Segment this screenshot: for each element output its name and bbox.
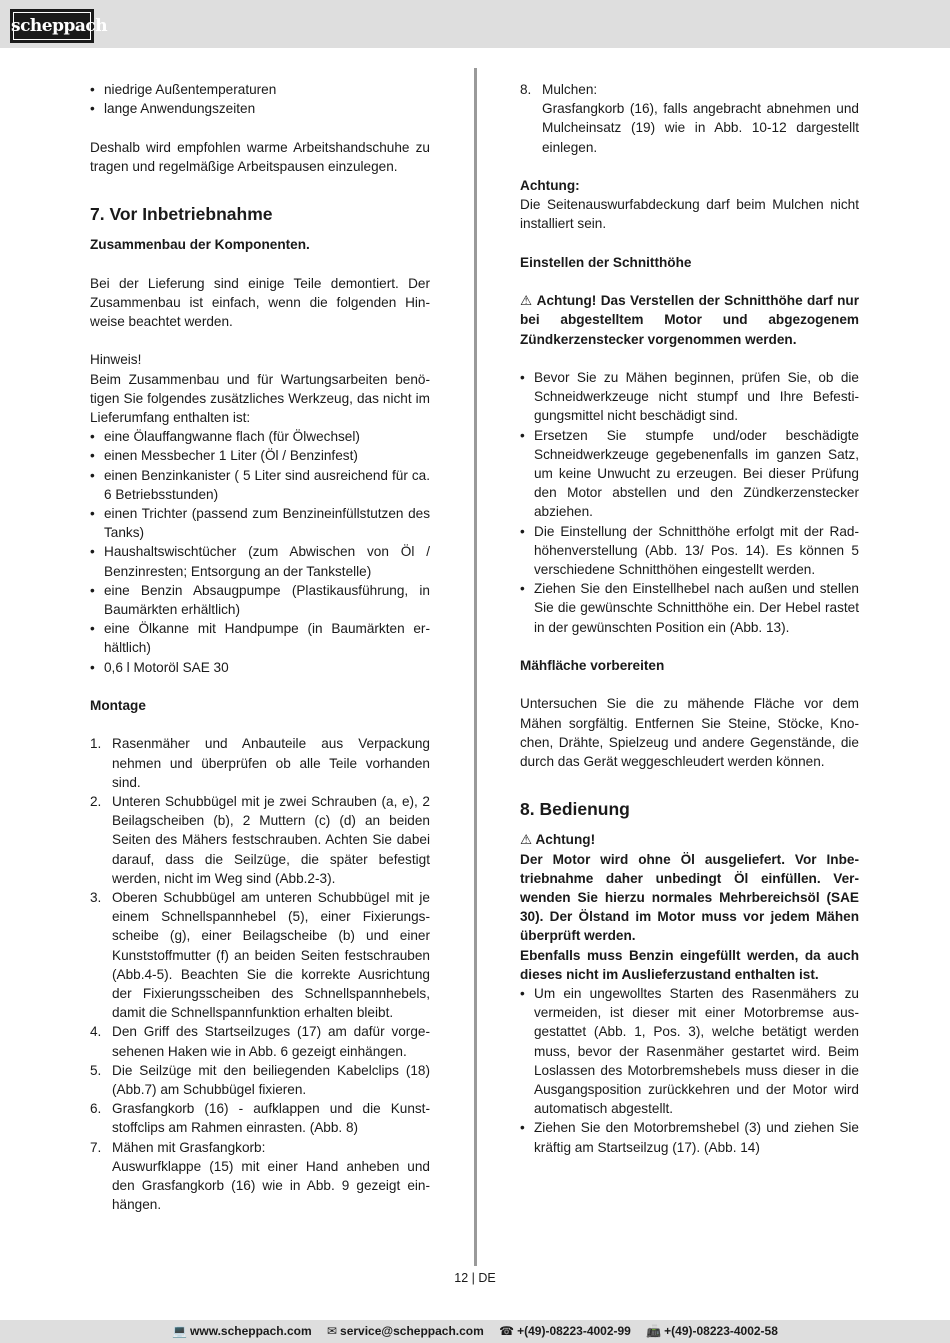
montage-steps (90, 734, 430, 1214)
note-label: Hinweis! (90, 352, 142, 368)
list-item: • Die Einstellung der Schnitthöhe erfolgt mit der Radhöhenverstellung (Abb. 13/ Pos. 14). Es können 5 verschiedene Schnitthöhen eingestellt werden. (520, 522, 859, 580)
list-item: • einen Trichter (passend zum Benzineinfüllstutzen des Tanks) (90, 504, 430, 542)
prep-heading: Mähfläche vorbereiten (520, 658, 665, 674)
left-column (90, 80, 430, 1214)
op-warning-label: ⚠ Achtung! (520, 832, 596, 848)
list-item: 4. Den Griff des Startseilzuges (17) am dafür vorgesehenen Haken wie in Abb. 6 gezeigt einhängen. (90, 1024, 430, 1059)
list-item: • einen Messbecher 1 Liter (Öl / Benzinfest) (90, 446, 430, 465)
montage-heading: Montage (90, 698, 146, 714)
column-divider (474, 68, 477, 1266)
operation-list (520, 984, 859, 1157)
page-footer (0, 1320, 950, 1343)
list-item: • Ziehen Sie den Motorbremshebel (3) und ziehen Sie kräftig am Startseilzug (17). (Abb. 14) (520, 1118, 859, 1156)
list-item: 6. Grasfangkorb (16) - aufklappen und die Kunststoffclips am Rahmen einrasten. (Abb. 8) (90, 1101, 430, 1136)
mail-icon: ✉ (326, 1324, 338, 1338)
list-item: • eine Ölauffangwanne flach (für Ölwechsel) (90, 427, 430, 446)
assembly-heading: Zusammenbau der Komponenten. (90, 237, 310, 253)
op-warning-text: Der Motor wird ohne Öl ausgeliefert. Vor Inbetriebnahme daher unbedingt Öl einfüllen. Verwenden Sie hierzu normales Mehrbereichsöl (SAE 30). Der Ölstand im Motor muss vor jedem Mähen überprüft werden. (520, 851, 859, 944)
list-item: • lange Anwendungszeiten (90, 99, 430, 118)
list-item: 7. Mähen mit Grasfangkorb: Auswurfklappe (15) mit einer Hand anheben und den Grasfangkorb (16) wie in Abb. 9 gezeigt einhängen. (90, 1139, 430, 1213)
phone-number: +(49)-08223-4002-99 (517, 1324, 631, 1338)
prep-paragraph: Untersuchen Sie die zu mähende Fläche vor dem Mähen sorgfältig. Entfernen Sie Steine, Stöcke, Knochen, Drähte, Spielzeug und andere Gegenstände, die durch das Gerät weggeschleudert werden können. (520, 696, 859, 770)
fax-icon: 📠 (646, 1324, 662, 1338)
cut-height-list (520, 368, 859, 637)
list-item: 2. Unteren Schubbügel mit je zwei Schrauben (a, e), 2 Beilagscheiben (b), 2 Muttern (c) (d) an beiden Seiten des Mähers festschrauben. Achten Sie dabei darauf, dass die Seilzüge, die später befestigt werden, nicht im Weg sind (Abb.2-3). (90, 794, 430, 886)
page-number: 12 | DE (454, 1271, 496, 1285)
op-warning-text-2: Ebenfalls muss Benzin eingefüllt werden, da auch dieses nicht im Auslieferzustand enthalten ist. (520, 947, 859, 982)
right-column (520, 80, 859, 1157)
caution-label: Achtung: (520, 178, 580, 193)
cut-height-warning: ⚠ Achtung! Das Verstellen der Schnitthöhe darf nur bei abgestelltem Motor und abgezogenem Zündkerzenstecker vorgenommen werden. (520, 293, 860, 347)
list-item: • niedrige Außentemperaturen (90, 80, 430, 99)
computer-icon: 💻 (172, 1324, 188, 1338)
mulching-step (520, 80, 859, 157)
page-header (0, 0, 950, 48)
list-item: • Bevor Sie zu Mähen beginnen, prüfen Sie, ob die Schneidwerkzeuge nicht stumpf und Ihre Befestigungsmittel nicht beschädigt sind. (520, 368, 859, 426)
list-item: 3. Oberen Schubbügel am unteren Schubbügel mit je einem Schnellspannhebel (5), einer Fixierungsscheibe (g), einer Beilagscheibe (b) und einer Kunststoffmutter (f) an beiden Seiten festschrauben (Abb.4-5). Beachten Sie die korrekte Ausrichtung der Fixierungsscheiben des Schnellspannhebels, damit die Schnellspannfunktion erhalten bleibt. (90, 890, 430, 1021)
list-item: 8. Mulchen: Grasfangkorb (16), falls angebracht abnehmen und Mulcheinsatz (19) wie in Abb. 10-12 dargestellt einlegen. (520, 82, 859, 155)
tools-list (90, 427, 430, 677)
caution-text: Die Seitenauswurfabdeckung darf beim Mulchen nicht installiert sein. (520, 197, 859, 232)
list-item: • Um ein ungewolltes Starten des Rasenmähers zu vermeiden, ist dieser mit einer Motorbremse ausgestattet (Abb. 1, Pos. 3), welche betätigt werden muss, bevor der Rasenmäher gestartet wird. Beim Loslassen des Motorbremshebels muss dieser in die Ausgangsposition zurückkehren und der Motor wird automatisch abgestellt. (520, 984, 859, 1118)
warning-icon: ⚠ (520, 293, 533, 309)
list-item: • einen Benzinkanister ( 5 Liter sind ausreichend für ca. 6 Betriebsstunden) (90, 466, 430, 504)
list-item: • eine Benzin Absaugpumpe (Plastikausführung, in Baumärkten erhältlich) (90, 581, 430, 619)
intro-bullet-list (90, 80, 430, 118)
scheppach-logo: scheppach (10, 9, 94, 43)
assembly-paragraph: Bei der Lieferung sind einige Teile demontiert. Der Zusammenbau ist einfach, wenn die folgenden Hinweise beachtet werden. (90, 275, 430, 329)
section-7-title: 7. Vor Inbetriebnahme (90, 204, 273, 225)
note-paragraph: Beim Zusammenbau und für Wartungsarbeiten benötigen Sie folgendes zusätzliches Werkzeug, das nicht im Lieferumfang enthalten ist: (90, 371, 430, 425)
email-link[interactable]: service@scheppach.com (340, 1324, 484, 1338)
phone-icon: ☎ (499, 1324, 515, 1338)
cut-height-heading: Einstellen der Schnitthöhe (520, 254, 692, 270)
list-item: 1. Rasenmäher und Anbauteile aus Verpackung nehmen und überprüfen ob alle Teile vorhanden sind. (90, 736, 430, 790)
fax-number: +(49)-08223-4002-58 (664, 1324, 778, 1338)
list-item: • 0,6 l Motoröl SAE 30 (90, 658, 430, 677)
list-item: • Ziehen Sie den Einstellhebel nach außen und stellen Sie die gewünschte Schnitthöhe ein. Der Hebel rastet in der gewünschten Position ein (Abb. 13). (520, 579, 859, 637)
section-8-title: 8. Bedienung (520, 799, 630, 820)
warning-icon: ⚠ (520, 832, 533, 848)
intro-paragraph: Deshalb wird empfohlen warme Arbeitshandschuhe zu tragen und regelmäßige Arbeitspausen einzulegen. (90, 139, 430, 174)
list-item: • Haushaltswischtücher (zum Abwischen von Öl / Benzinresten; Entsorgung an der Tankstelle) (90, 542, 430, 580)
website-link[interactable]: www.scheppach.com (190, 1324, 312, 1338)
list-item: 5. Die Seilzüge mit den beiliegenden Kabelclips (18) (Abb.7) am Schubbügel fixieren. (90, 1062, 430, 1098)
list-item: • Ersetzen Sie stumpfe und/oder beschädigte Schneidwerkzeuge gegebenenfalls im ganzen Satz, um keine Unwucht zu erzeugen. Bei dieser Prüfung den Motor abstellen und den Zündkerzenstecker abziehen. (520, 426, 859, 522)
list-item: • eine Ölkanne mit Handpumpe (in Baumärkten erhältlich) (90, 619, 430, 657)
